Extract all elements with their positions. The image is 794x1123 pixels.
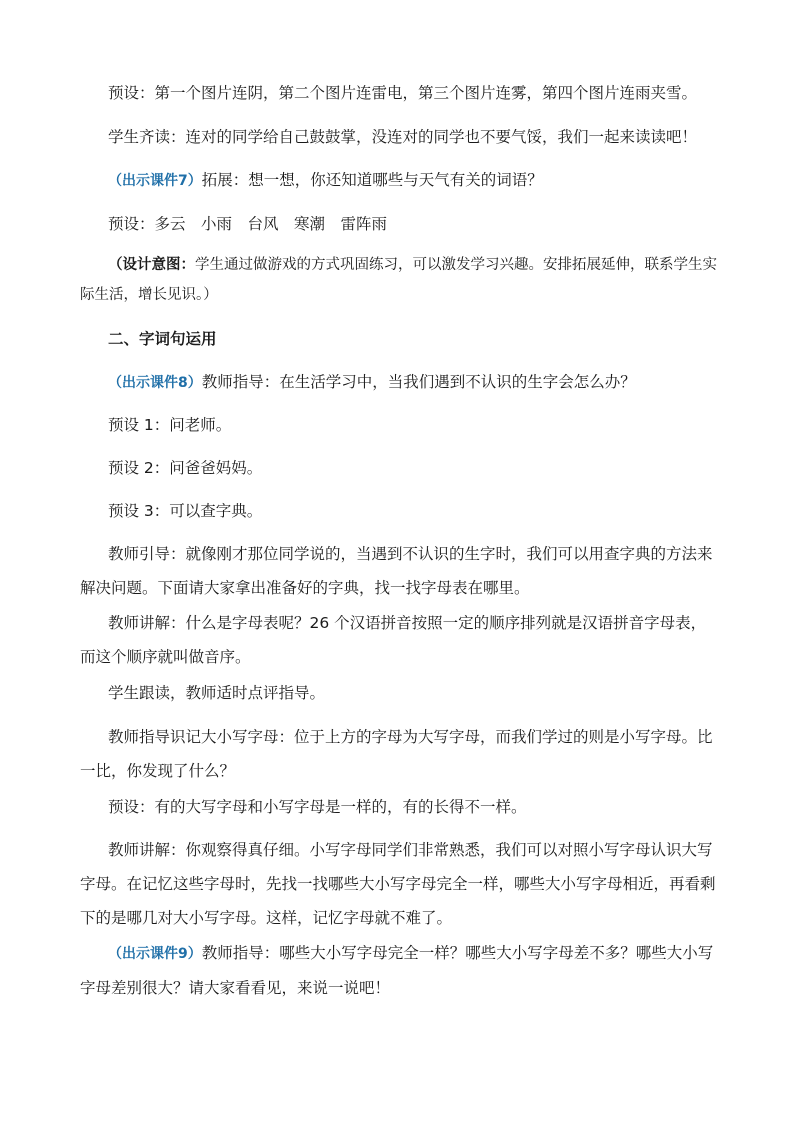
paragraph-teacher-guide-2: （出示课件9）教师指导：哪些大小写字母完全一样？哪些大小写字母差不多？哪些大小写字母差别很大？请大家看看见，来说一说吧！: [80, 944, 714, 997]
paragraph-read-aloud: 学生齐读：连对的同学给自己鼓鼓掌，没连对的同学也不要气馁，我们一起来读读吧！: [108, 128, 698, 146]
paragraph-letter-case: 教师指导识记大小写字母：位于上方的字母为大写字母，而我们学过的则是小写字母。比一比，你发现了什么？: [80, 728, 713, 780]
courseware-tag: （出示课件8）: [108, 375, 202, 391]
paragraph-extension: （出示课件7）拓展：想一想，你还知道哪些与天气有关的词语？: [108, 171, 543, 189]
paragraph-preset-b: 预设 2：问爸爸妈妈。: [108, 459, 263, 477]
paragraph-preset-1: 预设：第一个图片连阴，第二个图片连雷电，第三个图片连雾，第四个图片连雨夹雪。: [108, 84, 698, 102]
paragraph-follow-read: 学生跟读，教师适时点评指导。: [108, 684, 326, 702]
paragraph-preset-c: 预设 3：可以查字典。: [108, 502, 263, 520]
paragraph-teacher-explain-1: 教师讲解：什么是字母表呢？26 个汉语拼音按照一定的顺序排列就是汉语拼音字母表，而这个顺序就叫做音序。: [80, 614, 707, 666]
design-intent-label: 设计意图：: [122, 256, 195, 273]
courseware-tag: （出示课件9）: [108, 946, 202, 962]
design-intent-note: （设计意图：学生通过做游戏的方式巩固练习，可以激发学习兴趣。安排拓展延伸，联系学生实际生活，增长见识。）: [80, 256, 717, 303]
paragraph-teacher-explain-2: 教师讲解：你观察得真仔细。小写字母同学们非常熟悉，我们可以对照小写字母认识大写字母。在记忆这些字母时，先找一找哪些大小写字母完全一样，哪些大小写字母相近，再看剩下的是哪几对大小写字母。这样，记忆字母就不难了。: [80, 841, 716, 927]
paragraph-preset-a: 预设 1：问老师。: [108, 416, 232, 434]
paragraph-preset-case: 预设：有的大写字母和小写字母是一样的，有的长得不一样。: [108, 798, 527, 816]
section-heading: 二、字词句运用: [108, 330, 217, 348]
paragraph-teacher-guide-1: （出示课件8）教师指导：在生活学习中，当我们遇到不认识的生字会怎么办？: [108, 373, 636, 391]
paragraph-weather-words: 预设：多云 小雨 台风 寒潮 雷阵雨: [108, 215, 388, 233]
paragraph-teacher-lead: 教师引导：就像刚才那位同学说的，当遇到不认识的生字时，我们可以用查字典的方法来解决问题。下面请大家拿出准备好的字典，找一找字母表在哪里。: [80, 545, 713, 597]
courseware-tag: （出示课件7）: [108, 173, 202, 189]
